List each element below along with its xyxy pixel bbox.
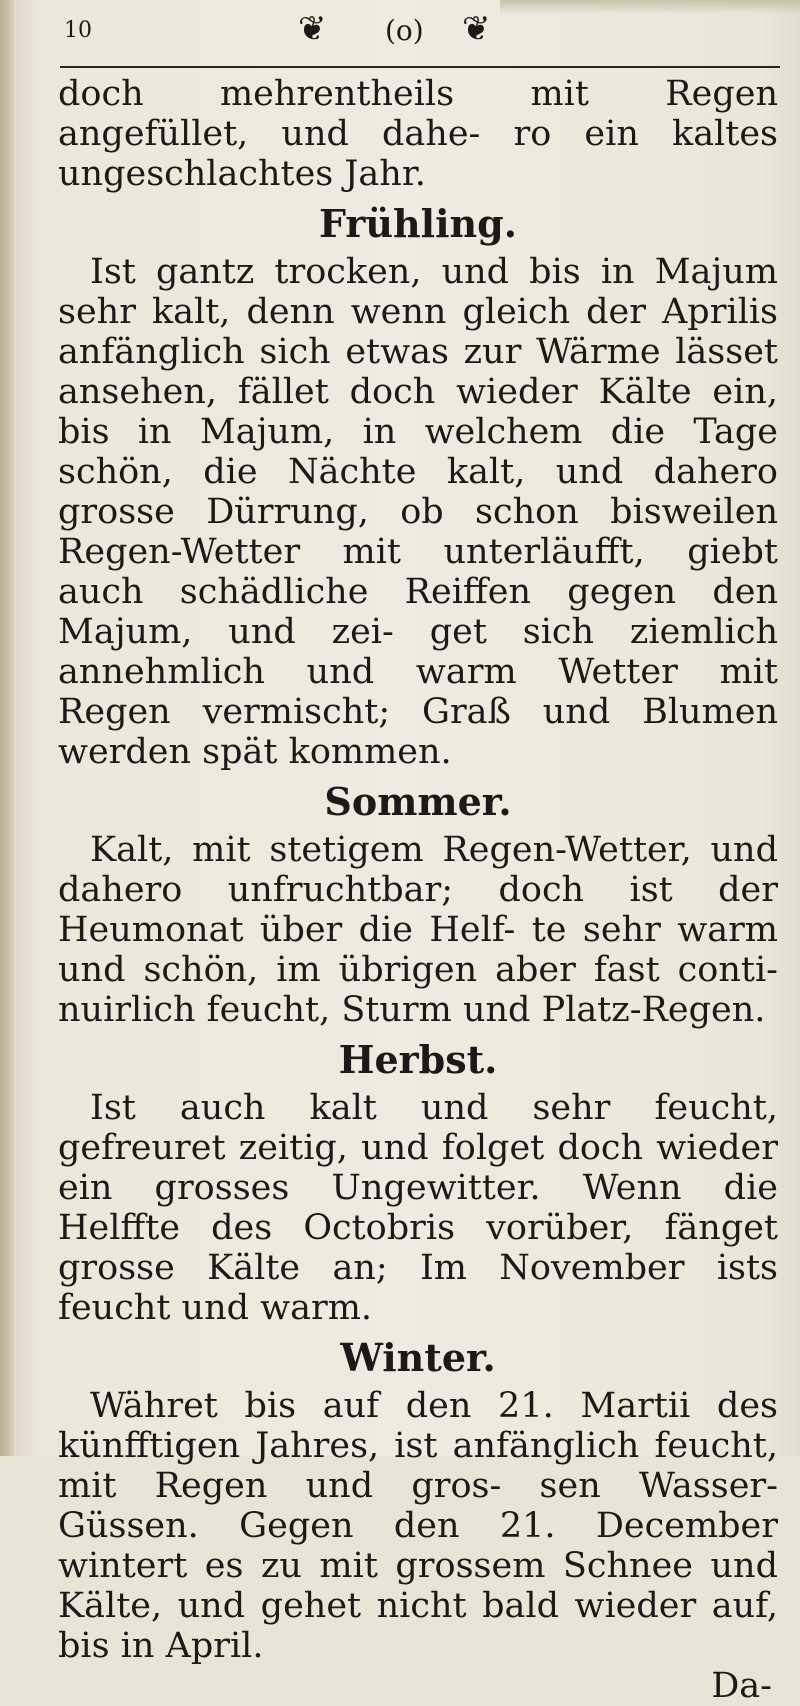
summer-paragraph: Kalt, mit stetigem Regen-Wetter, und dahero unfruchtbar; doch ist der Heumonat über die Helf- te sehr warm und schön, im übrigen aber fast conti- nuirlich feucht, Sturm und Platz-Regen. [58, 830, 778, 1030]
spring-paragraph: Ist gantz trocken, und bis in Majum sehr kalt, denn wenn gleich der Aprilis anfänglich sich etwas zur Wärme lässet ansehen, fället doch wieder Kälte ein, bis in Majum, in welchem die Tage schön, die Nächte kalt, und dahero grosse Dürrung, ob schon bisweilen Regen-Wetter mit unterläufft, giebt auch schädliche Reiffen gegen den Majum, und zei- get sich ziemlich annehmlich und warm Wetter mit Regen vermischt; Graß und Blumen werden spät kommen. [58, 252, 778, 772]
intro-paragraph: doch mehrentheils mit Regen angefüllet, und dahe- ro ein kaltes ungeschlachtes Jahr. [58, 74, 778, 194]
center-ornament: (o) [385, 14, 424, 47]
autumn-heading: Herbst. [338, 1037, 498, 1082]
page-number: 10 [64, 18, 92, 43]
page-text [58, 74, 778, 1706]
page-header [60, 8, 780, 70]
header-rule [60, 66, 780, 68]
spring-heading: Frühling. [319, 201, 517, 246]
autumn-paragraph: Ist auch kalt und sehr feucht, gefreuret zeitig, und folget doch wieder ein grosses Ungewitter. Wenn die Helffte des Octobris vorüber, fänget grosse Kälte an; Im November ists feucht und warm. [58, 1088, 778, 1328]
winter-heading: Winter. [340, 1335, 496, 1380]
right-ornament-icon: ❦ [462, 9, 491, 49]
winter-paragraph: Währet bis auf den 21. Martii des künfftigen Jahres, ist anfänglich feucht, mit Regen und gros- sen Wasser-Güssen. Gegen den 21. December wintert es zu mit grossem Schnee und Kälte, und gehet nicht bald wieder auf, bis in April. [58, 1386, 778, 1666]
page-binding-edge [0, 0, 14, 1456]
catchword: Da- [711, 1666, 772, 1706]
summer-heading: Sommer. [324, 779, 512, 824]
left-ornament-icon: ❦ [298, 9, 327, 49]
